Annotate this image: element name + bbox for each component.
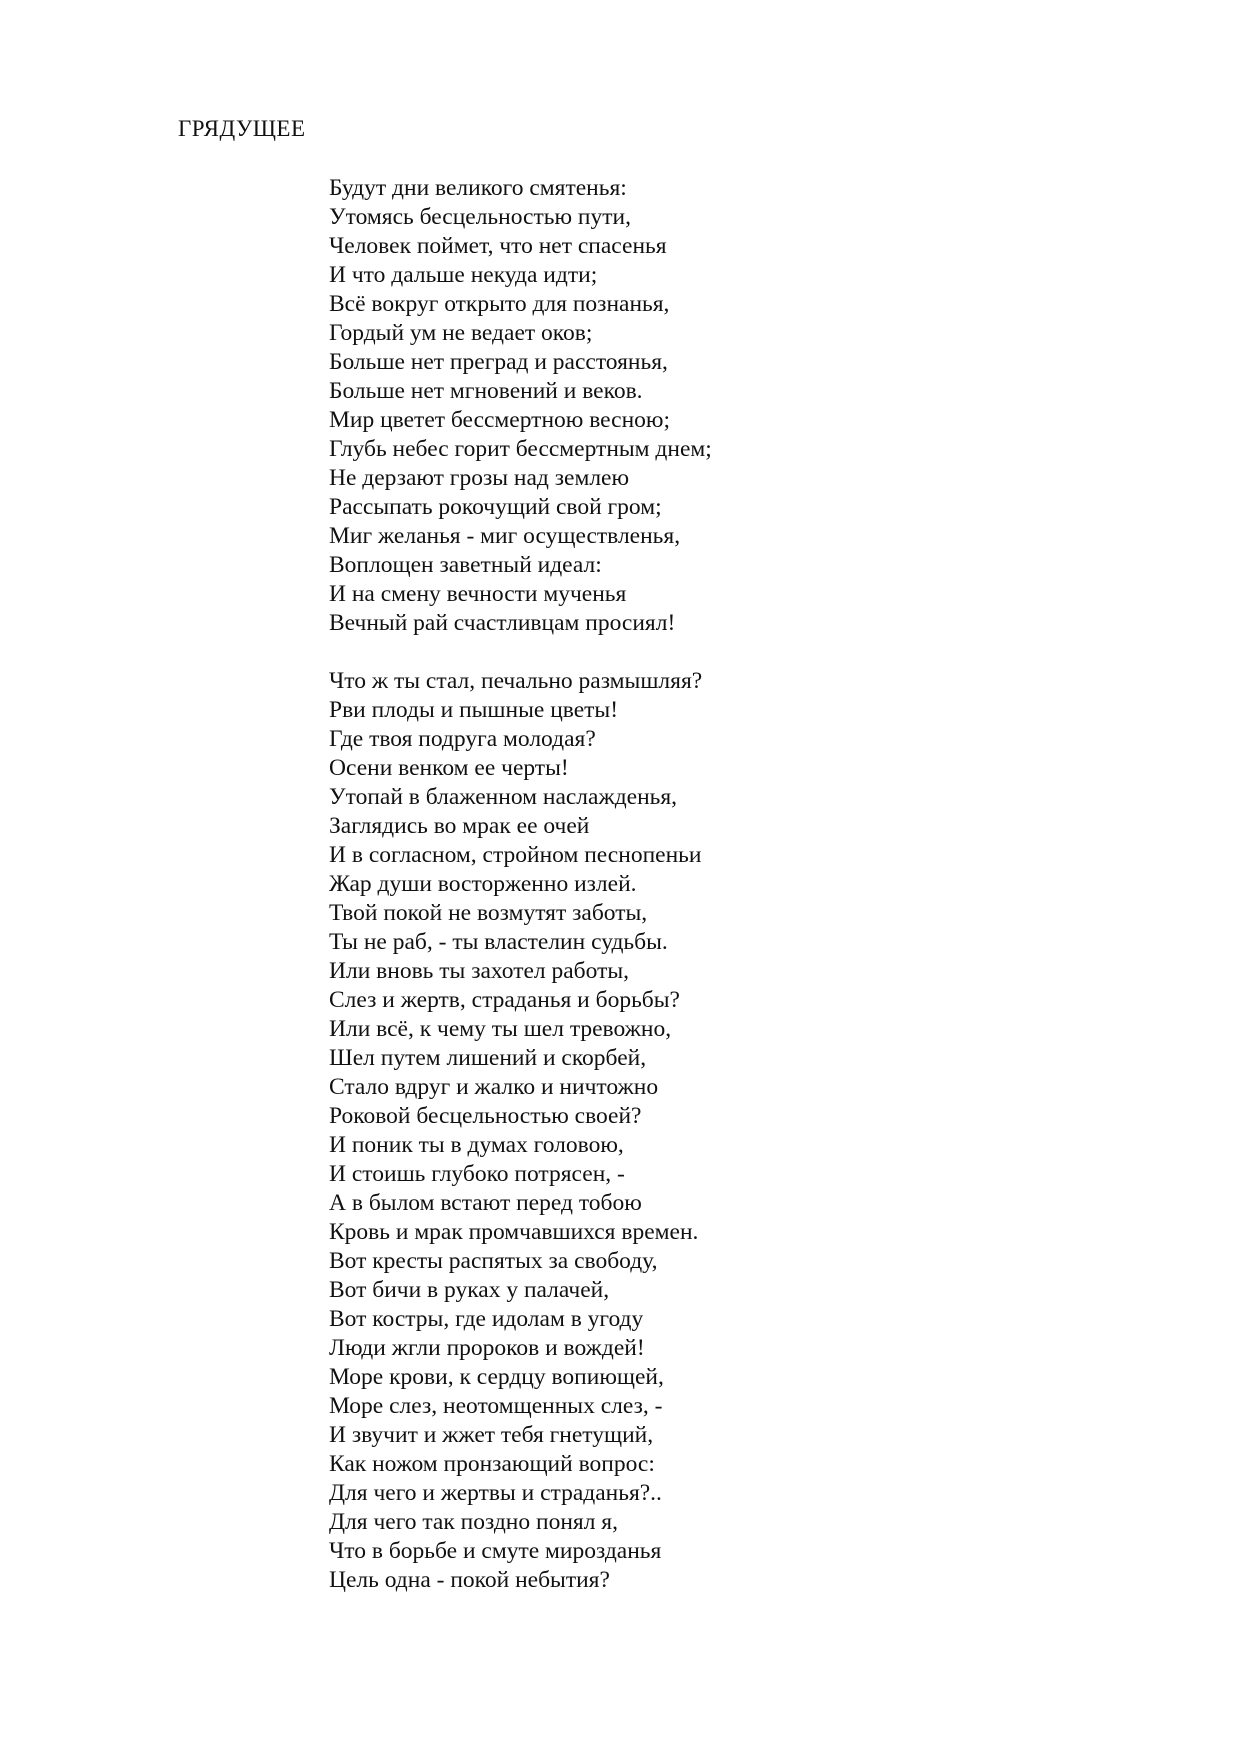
poem-line: Или вновь ты захотел работы, (329, 958, 630, 984)
poem-line: Как ножом пронзающий вопрос: (329, 1451, 655, 1477)
poem-line: И стоишь глубоко потрясен, - (329, 1161, 625, 1187)
poem-line: Шел путем лишений и скорбей, (329, 1045, 647, 1071)
poem-line: Море слез, неотомщенных слез, - (329, 1393, 663, 1419)
poem-line: Или всё, к чему ты шел тревожно, (329, 1016, 672, 1042)
poem-line: Ты не раб, - ты властелин судьбы. (329, 929, 668, 955)
poem-body (329, 174, 1209, 1595)
poem-line: Человек поймет, что нет спасенья (329, 233, 667, 259)
poem-line: Слез и жертв, страданья и борьбы? (329, 987, 680, 1013)
poem-line: Что в борьбе и смуте мирозданья (329, 1538, 662, 1564)
poem-line: Цель одна - покой небытия? (329, 1567, 610, 1593)
poem-line: Глубь небес горит бессмертным днем; (329, 436, 712, 462)
poem-line: Всё вокруг открыто для познанья, (329, 291, 670, 317)
poem-line: Море крови, к сердцу вопиющей, (329, 1364, 664, 1390)
poem-line: Вечный рай счастливцам просиял! (329, 610, 676, 636)
poem-line: Рви плоды и пышные цветы! (329, 697, 619, 723)
poem-line: Что ж ты стал, печально размышляя? (329, 668, 703, 694)
poem-line: Не дерзают грозы над землею (329, 465, 630, 491)
poem-line: Заглядись во мрак ее очей (329, 813, 590, 839)
poem-line: Стало вдруг и жалко и ничтожно (329, 1074, 659, 1100)
poem-line: Жар души восторженно излей. (329, 871, 637, 897)
poem-line: Для чего так поздно понял я, (329, 1509, 618, 1535)
poem-line: Кровь и мрак промчавшихся времен. (329, 1219, 699, 1245)
poem-line: И звучит и жжет тебя гнетущий, (329, 1422, 654, 1448)
poem-line: Больше нет мгновений и веков. (329, 378, 643, 404)
poem-line: Твой покой не возмутят заботы, (329, 900, 648, 926)
poem-line: Где твоя подруга молодая? (329, 726, 596, 752)
poem-line: Люди жгли пророков и вождей! (329, 1335, 645, 1361)
poem-title: ГРЯДУЩЕЕ (178, 116, 306, 141)
poem-line: Рассыпать рокочущий свой гром; (329, 494, 662, 520)
stanza (329, 667, 1209, 1595)
poem-line: Утомясь бесцельностью пути, (329, 204, 631, 230)
poem-line: И поник ты в думах головою, (329, 1132, 624, 1158)
poem-line: Воплощен заветный идеал: (329, 552, 602, 578)
poem-line: Будут дни великого смятенья: (329, 175, 627, 201)
poem-line: Утопай в блаженном наслажденья, (329, 784, 678, 810)
poem-line: А в былом встают перед тобою (329, 1190, 642, 1216)
poem-line: И на смену вечности мученья (329, 581, 627, 607)
poem-line: Вот бичи в руках у палачей, (329, 1277, 610, 1303)
poem-line: Вот костры, где идолам в угоду (329, 1306, 644, 1332)
poem-line: И что дальше некуда идти; (329, 262, 598, 288)
poem-line: Для чего и жертвы и страданья?.. (329, 1480, 662, 1506)
stanza (329, 174, 1209, 638)
poem-line: Миг желанья - миг осуществленья, (329, 523, 681, 549)
poem-line: Гордый ум не ведает оков; (329, 320, 593, 346)
poem-line: Осени венком ее черты! (329, 755, 569, 781)
poem-line: Больше нет преград и расстоянья, (329, 349, 668, 375)
poem-line: Вот кресты распятых за свободу, (329, 1248, 658, 1274)
poem-line: Роковой бесцельностью своей? (329, 1103, 642, 1129)
poem-line: Мир цветет бессмертною весною; (329, 407, 671, 433)
poem-line: И в согласном, стройном песнопеньи (329, 842, 702, 868)
